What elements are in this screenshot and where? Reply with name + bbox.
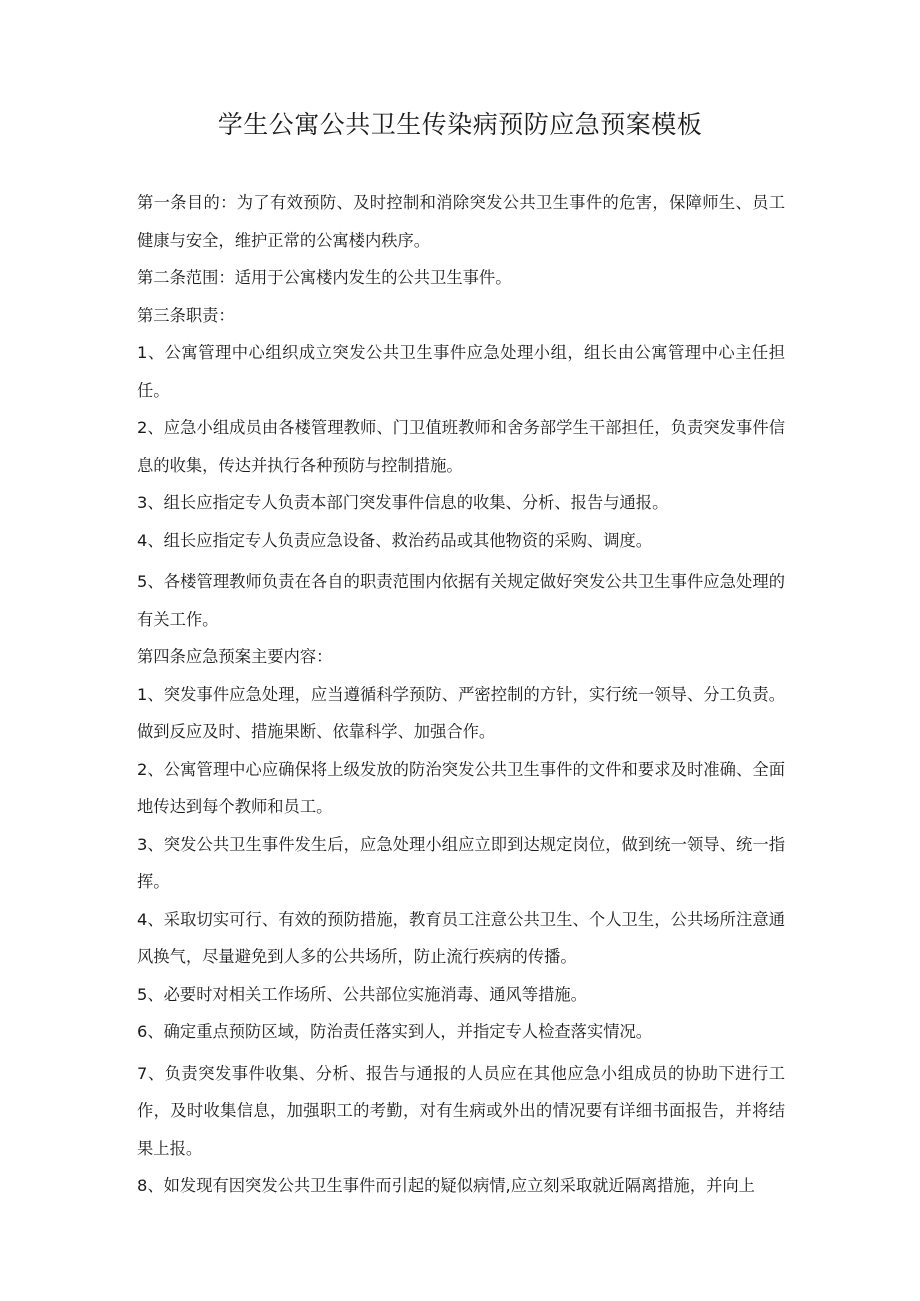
paragraph-duty-2: 2、应急小组成员由各楼管理教师、门卫值班教师和舍务部学生干部担任，负责突发事件信息的收集，传达并执行各种预防与控制措施。: [137, 418, 785, 475]
paragraph-plan-3: 3、突发公共卫生事件发生后，应急处理小组应立即到达规定岗位，做到统一领导、统一指挥。: [137, 834, 785, 891]
document-body: [137, 184, 785, 1205]
paragraph-article-4-heading: 第四条应急预案主要内容：: [137, 647, 333, 666]
paragraph-plan-8: 8、如发现有因突发公共卫生事件而引起的疑似病情,应立刻采取就近隔离措施，并向上: [137, 1176, 755, 1195]
paragraph-duty-5: 5、各楼管理教师负责在各自的职责范围内依据有关规定做好突发公共卫生事件应急处理的有关工作。: [137, 572, 785, 629]
paragraph-article-3-heading: 第三条职责：: [137, 305, 235, 325]
paragraph-plan-6: 6、确定重点预防区域，防治责任落实到人，并指定专人检查落实情况。: [137, 1022, 653, 1041]
paragraph-duty-1: 1、公寓管理中心组织成立突发公共卫生事件应急处理小组，组长由公寓管理中心主任担任。: [137, 343, 785, 400]
paragraph-plan-1: 1、突发事件应急处理，应当遵循科学预防、严密控制的方针，实行统一领导、分工负责。做到反应及时、措施果断、依靠科学、加强合作。: [137, 684, 785, 741]
paragraph-plan-4: 4、采取切实可行、有效的预防措施，教育员工注意公共卫生、个人卫生，公共场所注意通风换气，尽量避免到人多的公共场所，防止流行疾病的传播。: [137, 909, 785, 966]
paragraph-plan-5: 5、必要时对相关工作场所、公共部位实施消毒、通风等措施。: [137, 984, 587, 1004]
paragraph-plan-2: 2、公寓管理中心应确保将上级发放的防治突发公共卫生事件的文件和要求及时准确、全面地传达到每个教师和员工。: [137, 759, 785, 816]
paragraph-duty-4: 4、组长应指定专人负责应急设备、救治药品或其他物资的采购、调度。: [137, 530, 653, 550]
paragraph-duty-3: 3、组长应指定专人负责本部门突发事件信息的收集、分析、报告与通报。: [137, 493, 669, 512]
paragraph-article-1: 第一条目的：为了有效预防、及时控制和消除突发公共卫生事件的危害，保障师生、员工健康与安全，维护正常的公寓楼内秩序。: [137, 193, 785, 250]
document-title: 学生公寓公共卫生传染病预防应急预案模板: [217, 110, 703, 139]
paragraph-plan-7: 7、负责突发事件收集、分析、报告与通报的人员应在其他应急小组成员的协助下进行工作，及时收集信息，加强职工的考勤，对有生病或外出的情况要有详细书面报告，并将结果上报。: [137, 1063, 785, 1158]
paragraph-article-2: 第二条范围：适用于公寓楼内发生的公共卫生事件。: [137, 268, 512, 287]
